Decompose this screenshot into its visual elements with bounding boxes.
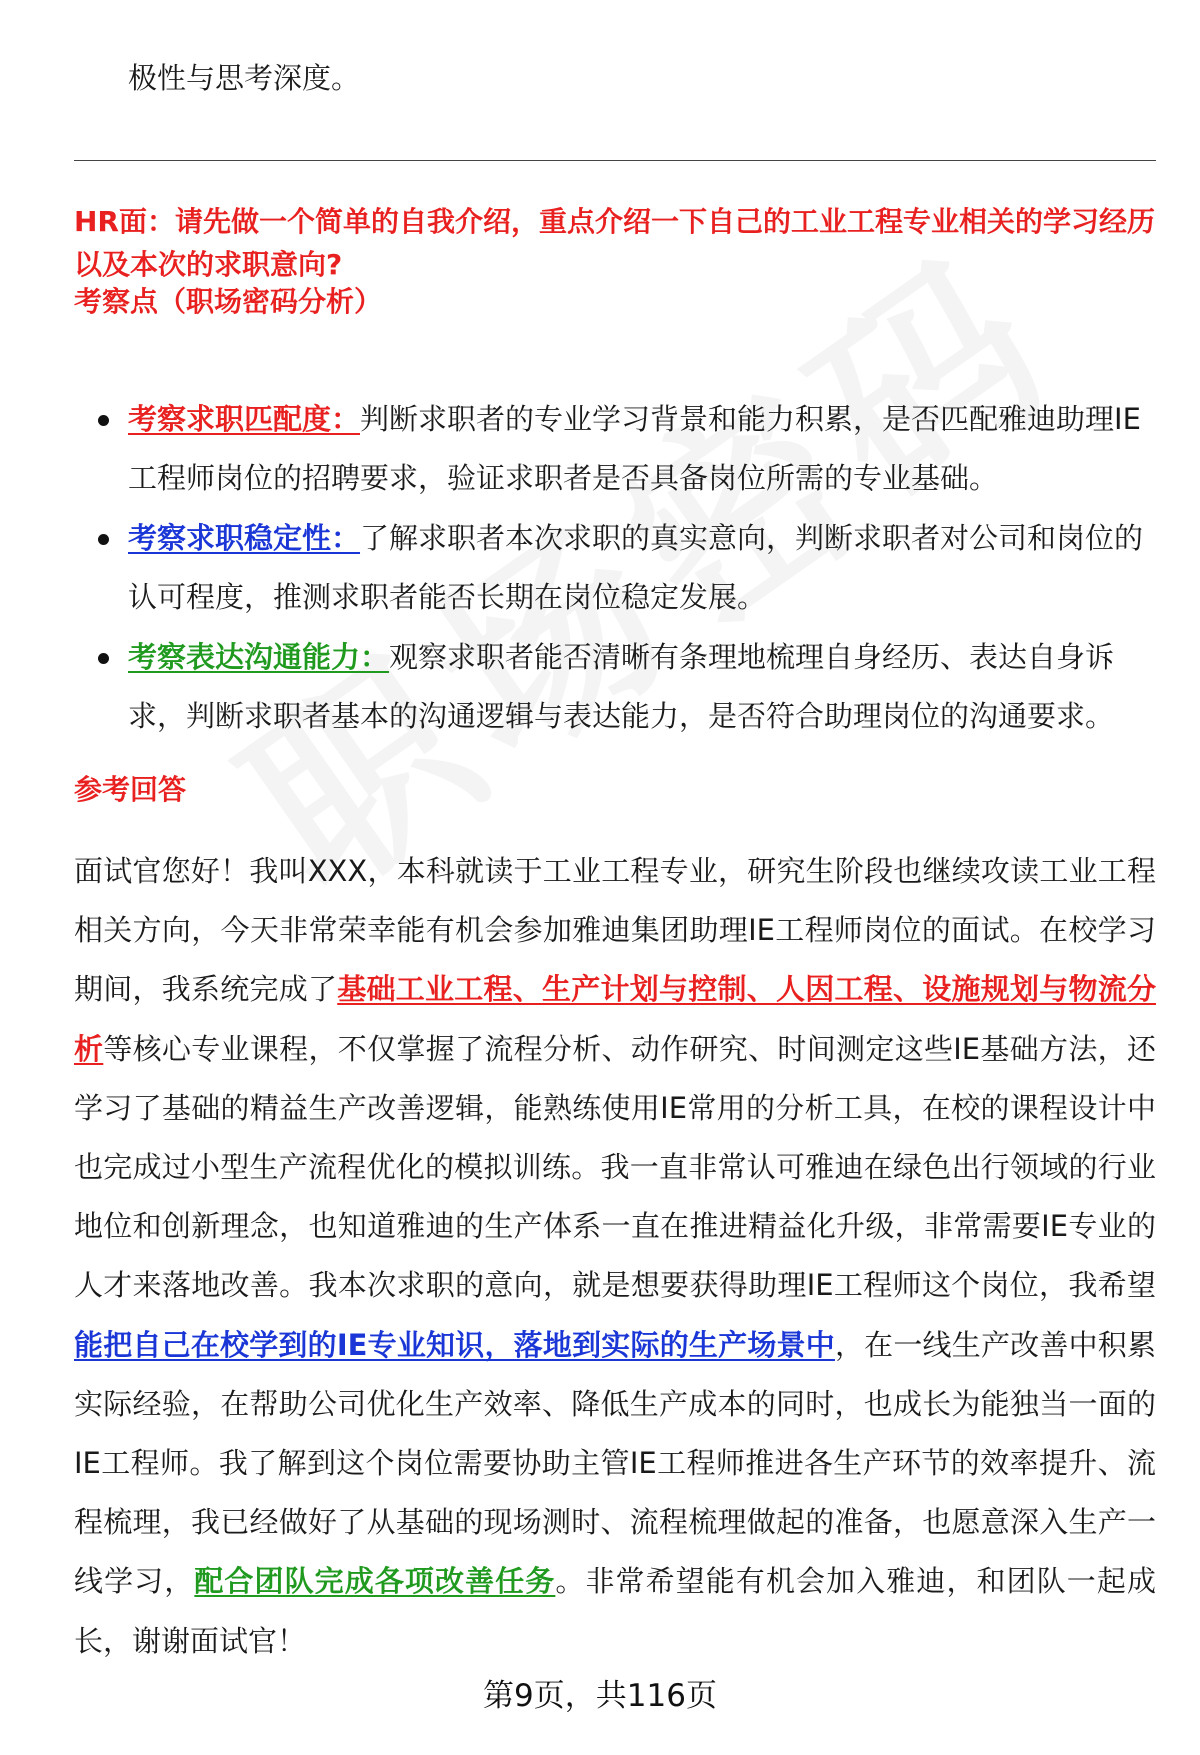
list-item [74,628,1156,746]
point-keyword: 考察表达沟通能力： [128,640,390,674]
point-text: 了解求职者本次求职的真实意向，判断求职者对公司和岗位的认可程度，推测求职者能否长期在岗位稳定发展。 [128,521,1144,614]
answer-text: 。非常希望能有机会加入雅迪，和团队一起成长，谢谢面试官！ [74,1564,1156,1658]
interview-question: HR面：请先做一个简单的自我介绍，重点介绍一下自己的工业工程专业相关的学习经历以及本次的求职意向? [74,205,1155,281]
answer-title: 参考回答 [74,773,187,806]
list-item [74,390,1156,508]
bullet-icon [98,415,109,426]
answer-highlight-courses: 基础工业工程、生产计划与控制、人因工程、设施规划与物流分析 [74,972,1156,1066]
answer-highlight-goal: 能把自己在校学到的IE专业知识，落地到实际的生产场景中 [74,1327,835,1362]
reference-answer [74,842,1156,1671]
answer-text: ，在一线生产改善中积累实际经验，在帮助公司优化生产效率、降低生产成本的同时，也成长为能独当一面的IE工程师。我了解到这个岗位需要协助主管IE工程师推进各生产环节的效率提升、流程梳理，我已经做好了从基础的现场测时、流程梳理做起的准备，也愿意深入生产一线学习， [74,1327,1156,1599]
answer-highlight-teamwork: 配合团队完成各项改善任务 [194,1564,556,1599]
answer-text: 等核心专业课程，不仅掌握了流程分析、动作研究、时间测定这些IE基础方法，还学习了基础的精益生产改善逻辑，能熟练使用IE常用的分析工具，在校的课程设计中也完成过小型生产流程优化的模拟训练。我一直非常认可雅迪在绿色出行领域的行业地位和创新理念，也知道雅迪的生产体系一直在推进精益化升级，非常需要IE专业的人才来落地改善。我本次求职的意向，就是想要获得助理IE工程师这个岗位，我希望 [74,1031,1156,1303]
list-item [74,509,1156,627]
section-divider [74,160,1156,161]
bullet-icon [98,653,109,664]
point-keyword: 考察求职稳定性： [128,521,361,555]
analysis-title: 考察点（职场密码分析） [74,285,383,318]
bullet-icon [98,534,109,545]
point-text: 观察求职者能否清晰有条理地梳理自身经历、表达自身诉求，判断求职者基本的沟通逻辑与表达能力，是否符合助理岗位的沟通要求。 [128,640,1115,733]
continuation-text: 极性与思考深度。 [128,61,361,95]
answer-text: 面试官您好！我叫XXX，本科就读于工业工程专业，研究生阶段也继续攻读工业工程相关方向，今天非常荣幸能有机会参加雅迪集团助理IE工程师岗位的面试。在校学习期间，我系统完成了 [74,854,1156,1007]
analysis-points [74,390,1156,747]
page-number: 第9页，共116页 [483,1678,717,1714]
point-text: 判断求职者的专业学习背景和能力积累，是否匹配雅迪助理IE工程师岗位的招聘要求，验证求职者是否具备岗位所需的专业基础。 [128,402,1141,495]
point-keyword: 考察求职匹配度： [128,402,361,436]
